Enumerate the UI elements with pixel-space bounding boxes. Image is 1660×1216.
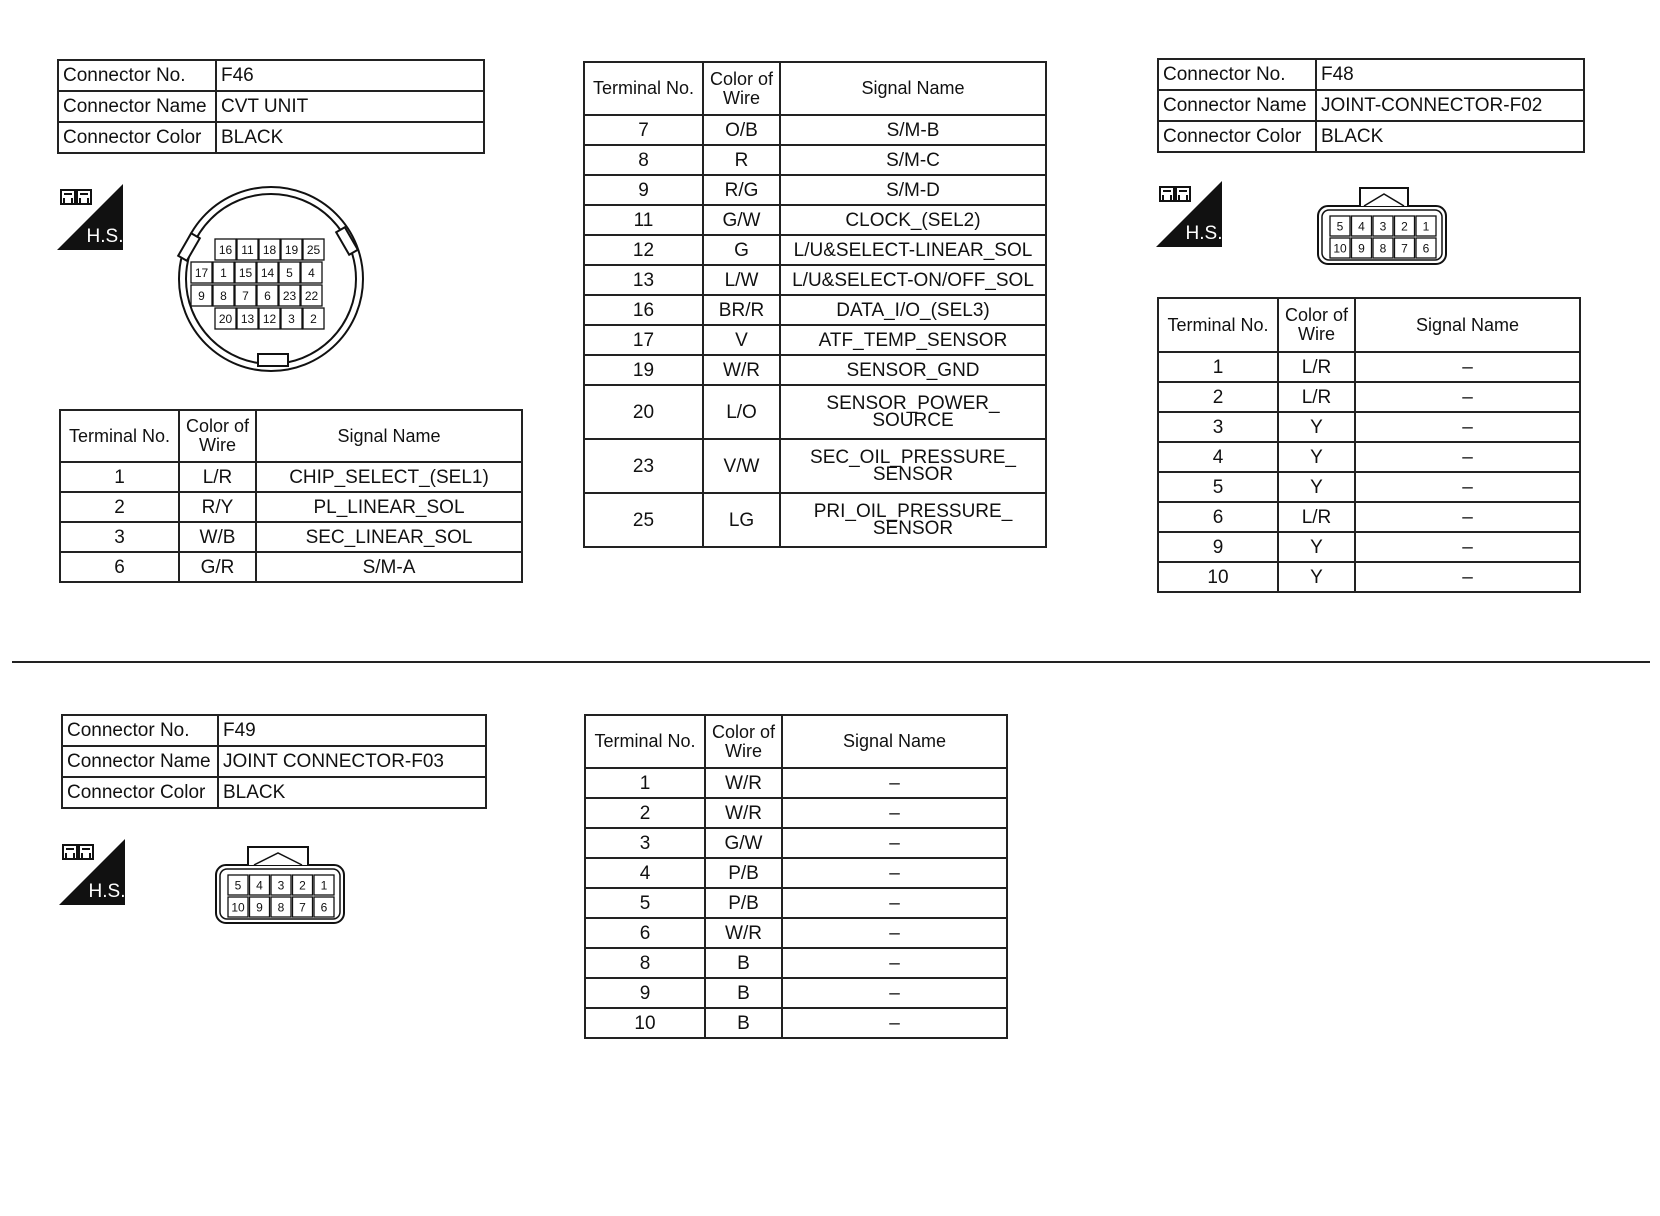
signal-name-cell (780, 493, 1046, 547)
signal-name-cell: – (1355, 412, 1580, 442)
pin-number: 14 (260, 266, 275, 280)
wire-color-cell: Y (1278, 412, 1355, 442)
connector-no-value: F48 (1316, 59, 1584, 90)
wire-color-cell: BR/R (703, 295, 780, 325)
terminal-no-cell: 23 (584, 439, 703, 493)
wire-color-cell: W/B (179, 522, 256, 552)
wire-color-cell: L/O (703, 385, 780, 439)
table-row (585, 1008, 1007, 1038)
f46-terminal-table-a (59, 409, 523, 583)
terminal-no-cell: 1 (585, 768, 705, 798)
harness-side-icon (1156, 181, 1222, 247)
terminal-no-cell: 6 (585, 918, 705, 948)
header-line-1: Color of (185, 416, 250, 436)
connector-name-value: JOINT-CONNECTOR-F02 (1316, 90, 1584, 121)
wire-color-cell: L/R (1278, 382, 1355, 412)
terminal-no-cell: 4 (1158, 442, 1278, 472)
signal-name-cell: – (1355, 502, 1580, 532)
terminal-no-cell: 3 (60, 522, 179, 552)
terminal-no-cell: 6 (1158, 502, 1278, 532)
terminal-no-cell: 25 (584, 493, 703, 547)
signal-name-cell: – (782, 978, 1007, 1008)
signal-name-cell: S/M-C (780, 145, 1046, 175)
f48-connector-face (1316, 184, 1448, 268)
connector-name-value: CVT UNIT (216, 91, 484, 122)
pin-number: 9 (1358, 241, 1365, 256)
terminal-no-cell: 6 (60, 552, 179, 582)
connector-no-label: Connector No. (1158, 59, 1316, 90)
table-row (584, 145, 1046, 175)
header-line-1: Color of (711, 721, 776, 742)
wire-color-cell: W/R (705, 768, 782, 798)
terminal-no-cell: 5 (1158, 472, 1278, 502)
wire-color-cell: B (705, 978, 782, 1008)
connector-color-row (58, 122, 484, 153)
header-line-1: Color of (709, 68, 774, 89)
wire-color-cell: G/R (179, 552, 256, 582)
signal-name-cell: SEC_LINEAR_SOL (256, 522, 522, 552)
pin-number: 9 (256, 900, 263, 915)
table-row (584, 235, 1046, 265)
table-header-row (1158, 298, 1580, 352)
wire-color-cell: V/W (703, 439, 780, 493)
f48-terminal-table (1157, 297, 1581, 593)
pin-number: 4 (1358, 219, 1365, 234)
wire-color-cell: R/Y (179, 492, 256, 522)
table-row (1158, 382, 1580, 412)
connector-name-row (58, 91, 484, 122)
connector-color-value: BLACK (216, 122, 484, 153)
pin-number: 1 (1422, 219, 1430, 234)
pin-number: 7 (242, 289, 249, 303)
terminal-no-cell: 8 (585, 948, 705, 978)
f48-info-table (1157, 58, 1585, 153)
terminal-no-cell: 1 (1158, 352, 1278, 382)
table-row (585, 828, 1007, 858)
table-row (585, 978, 1007, 1008)
wire-color-cell: B (705, 1008, 782, 1038)
pin-number: 20 (218, 312, 233, 326)
signal-name-cell: PL_LINEAR_SOL (256, 492, 522, 522)
signal-name-cell: – (1355, 352, 1580, 382)
signal-line-1: SEC_OIL_PRESSURE_ (810, 447, 1016, 468)
table-row (1158, 442, 1580, 472)
color-of-wire-header (179, 410, 256, 462)
pin-number: 7 (1401, 241, 1408, 256)
wire-color-cell: LG (703, 493, 780, 547)
wire-color-cell: L/W (703, 265, 780, 295)
terminal-no-cell: 2 (60, 492, 179, 522)
pin-number: 5 (286, 266, 293, 280)
wire-color-cell: L/R (1278, 502, 1355, 532)
signal-name-cell: S/M-B (780, 115, 1046, 145)
wire-color-cell: W/R (705, 798, 782, 828)
connector-no-row (62, 715, 486, 746)
signal-name-cell: – (782, 798, 1007, 828)
terminal-no-cell: 1 (60, 462, 179, 492)
header-line-2: Wire (199, 435, 236, 455)
wire-color-cell: L/R (179, 462, 256, 492)
pin-number: 10 (231, 900, 245, 915)
header-line-2: Wire (723, 87, 760, 108)
pin-number: 2 (299, 878, 306, 893)
signal-name-cell: – (1355, 472, 1580, 502)
pin-number: 5 (1336, 219, 1344, 234)
signal-name-header: Signal Name (780, 62, 1046, 115)
signal-name-cell: CHIP_SELECT_(SEL1) (256, 462, 522, 492)
color-of-wire-header (703, 62, 780, 115)
pin-number: 9 (198, 289, 205, 303)
terminal-no-header: Terminal No. (584, 62, 703, 115)
pin-number: 6 (1422, 241, 1430, 256)
table-header-row (584, 62, 1046, 115)
signal-name-cell: – (1355, 382, 1580, 412)
table-row (60, 522, 522, 552)
signal-name-cell: – (782, 768, 1007, 798)
connector-color-label: Connector Color (58, 122, 216, 153)
connector-color-value: BLACK (218, 777, 486, 808)
table-row (1158, 472, 1580, 502)
terminal-no-header: Terminal No. (585, 715, 705, 768)
wire-color-cell: W/R (705, 918, 782, 948)
connector-color-label: Connector Color (1158, 121, 1316, 152)
pin-number: 6 (264, 289, 271, 303)
signal-name-cell: DATA_I/O_(SEL3) (780, 295, 1046, 325)
hs-label: H.S. (1185, 223, 1222, 244)
connector-color-row (1158, 121, 1584, 152)
terminal-no-cell: 19 (584, 355, 703, 385)
f49-connector-face (214, 843, 346, 927)
pin-number: 6 (320, 900, 328, 915)
pin-number: 13 (240, 312, 255, 326)
table-row (1158, 562, 1580, 592)
table-row (1158, 532, 1580, 562)
table-row (584, 493, 1046, 547)
wire-color-cell: Y (1278, 442, 1355, 472)
connector-no-label: Connector No. (62, 715, 218, 746)
table-row (585, 918, 1007, 948)
terminal-no-cell: 5 (585, 888, 705, 918)
table-row (584, 175, 1046, 205)
pin-number: 16 (218, 243, 233, 257)
table-row (1158, 412, 1580, 442)
terminal-no-cell: 20 (584, 385, 703, 439)
connector-name-row (62, 746, 486, 777)
connector-name-label: Connector Name (58, 91, 216, 122)
wire-color-cell: O/B (703, 115, 780, 145)
pin-number: 11 (241, 243, 254, 257)
color-of-wire-header (705, 715, 782, 768)
signal-line-1: PRI_OIL_PRESSURE_ (813, 501, 1013, 522)
pin-number: 7 (299, 900, 306, 915)
signal-name-cell (780, 385, 1046, 439)
wire-color-cell: Y (1278, 562, 1355, 592)
pin-number: 18 (262, 243, 277, 257)
pin-number: 12 (262, 312, 277, 326)
signal-name-cell: L/U&SELECT-ON/OFF_SOL (780, 265, 1046, 295)
pin-number: 17 (194, 266, 209, 280)
wire-color-cell: Y (1278, 532, 1355, 562)
pin-number: 4 (256, 878, 263, 893)
table-row (1158, 352, 1580, 382)
table-row (585, 768, 1007, 798)
table-row (584, 439, 1046, 493)
wire-color-cell: V (703, 325, 780, 355)
table-header-row (585, 715, 1007, 768)
pin-number: 4 (308, 266, 315, 280)
pin-number: 25 (306, 243, 321, 257)
header-line-2: Wire (1298, 324, 1335, 344)
connector-no-value: F49 (218, 715, 486, 746)
terminal-no-cell: 10 (585, 1008, 705, 1038)
connector-name-label: Connector Name (62, 746, 218, 777)
table-row (585, 948, 1007, 978)
table-row (60, 552, 522, 582)
wire-color-cell: P/B (705, 858, 782, 888)
f49-terminal-table (584, 714, 1008, 1039)
pin-number: 2 (1401, 219, 1408, 234)
terminal-no-header: Terminal No. (1158, 298, 1278, 352)
signal-name-cell: CLOCK_(SEL2) (780, 205, 1046, 235)
wire-color-cell: B (705, 948, 782, 978)
signal-name-cell: S/M-A (256, 552, 522, 582)
pin-number: 23 (282, 289, 297, 303)
wire-color-cell: W/R (703, 355, 780, 385)
connector-no-label: Connector No. (58, 60, 216, 91)
pin-number: 8 (1379, 241, 1387, 256)
wire-color-cell: R/G (703, 175, 780, 205)
pin-number: 15 (238, 266, 253, 280)
terminal-no-cell: 11 (584, 205, 703, 235)
signal-name-cell: S/M-D (780, 175, 1046, 205)
wire-color-cell: G (703, 235, 780, 265)
signal-name-cell: ATF_TEMP_SENSOR (780, 325, 1046, 355)
pin-number: 10 (1333, 241, 1347, 256)
table-row (60, 492, 522, 522)
terminal-no-header: Terminal No. (60, 410, 179, 462)
connector-no-value: F46 (216, 60, 484, 91)
pin-number: 5 (234, 878, 242, 893)
signal-name-cell: – (782, 918, 1007, 948)
hs-label: H.S. (86, 226, 123, 247)
pin-number: 2 (310, 312, 317, 326)
signal-name-header: Signal Name (1355, 298, 1580, 352)
pin-number: 1 (320, 878, 328, 893)
connector-no-row (58, 60, 484, 91)
terminal-no-cell: 3 (585, 828, 705, 858)
pin-number: 3 (277, 878, 285, 893)
signal-name-cell: – (782, 858, 1007, 888)
f46-connector-face (176, 184, 372, 376)
pin-number: 19 (284, 243, 299, 257)
signal-name-cell: – (782, 948, 1007, 978)
table-row (585, 888, 1007, 918)
header-line-2: Wire (725, 740, 762, 761)
table-row (584, 385, 1046, 439)
pin-number: 8 (220, 289, 227, 303)
harness-side-icon (59, 839, 125, 905)
terminal-no-cell: 10 (1158, 562, 1278, 592)
table-row (584, 205, 1046, 235)
signal-line-1: SENSOR_POWER_ (826, 393, 1000, 414)
terminal-no-cell: 13 (584, 265, 703, 295)
pin-number: 22 (304, 289, 319, 303)
signal-line-2: SENSOR (872, 518, 954, 539)
signal-name-cell: – (782, 1008, 1007, 1038)
f46-terminal-table-b (583, 61, 1047, 548)
terminal-no-cell: 9 (585, 978, 705, 1008)
connector-color-row (62, 777, 486, 808)
terminal-no-cell: 2 (585, 798, 705, 828)
signal-line-2: SOURCE (872, 410, 954, 431)
terminal-no-cell: 17 (584, 325, 703, 355)
wire-color-cell: Y (1278, 472, 1355, 502)
signal-name-cell: – (1355, 532, 1580, 562)
terminal-no-cell: 9 (584, 175, 703, 205)
wire-color-cell: G/W (705, 828, 782, 858)
connector-name-value: JOINT CONNECTOR-F03 (218, 746, 486, 777)
hs-label: H.S. (88, 881, 125, 902)
section-divider (12, 661, 1650, 663)
table-row (584, 295, 1046, 325)
table-header-row (60, 410, 522, 462)
header-line-1: Color of (1284, 305, 1349, 325)
terminal-no-cell: 2 (1158, 382, 1278, 412)
terminal-no-cell: 4 (585, 858, 705, 888)
connector-no-row (1158, 59, 1584, 90)
table-row (60, 462, 522, 492)
pin-number: 3 (1379, 219, 1387, 234)
table-row (584, 355, 1046, 385)
harness-side-icon (57, 184, 123, 250)
signal-name-header: Signal Name (782, 715, 1007, 768)
pin-number: 8 (277, 900, 285, 915)
pin-number: 3 (288, 312, 295, 326)
wire-color-cell: G/W (703, 205, 780, 235)
signal-name-cell: – (1355, 562, 1580, 592)
wire-color-cell: L/R (1278, 352, 1355, 382)
signal-name-cell: – (782, 828, 1007, 858)
terminal-no-cell: 7 (584, 115, 703, 145)
signal-name-cell: – (782, 888, 1007, 918)
terminal-no-cell: 16 (584, 295, 703, 325)
signal-name-cell: – (1355, 442, 1580, 472)
color-of-wire-header (1278, 298, 1355, 352)
terminal-no-cell: 9 (1158, 532, 1278, 562)
connector-color-value: BLACK (1316, 121, 1584, 152)
terminal-no-cell: 3 (1158, 412, 1278, 442)
connector-color-label: Connector Color (62, 777, 218, 808)
f46-info-table (57, 59, 485, 154)
signal-name-cell: SENSOR_GND (780, 355, 1046, 385)
signal-name-cell: L/U&SELECT-LINEAR_SOL (780, 235, 1046, 265)
table-row (585, 798, 1007, 828)
wire-color-cell: P/B (705, 888, 782, 918)
connector-name-label: Connector Name (1158, 90, 1316, 121)
table-row (584, 115, 1046, 145)
signal-name-header: Signal Name (256, 410, 522, 462)
terminal-no-cell: 12 (584, 235, 703, 265)
table-row (584, 325, 1046, 355)
f49-info-table (61, 714, 487, 809)
table-row (1158, 502, 1580, 532)
table-row (585, 858, 1007, 888)
signal-name-cell (780, 439, 1046, 493)
wire-color-cell: R (703, 145, 780, 175)
terminal-no-cell: 8 (584, 145, 703, 175)
connector-name-row (1158, 90, 1584, 121)
pin-number: 1 (220, 266, 227, 280)
table-row (584, 265, 1046, 295)
signal-line-2: SENSOR (872, 464, 954, 485)
